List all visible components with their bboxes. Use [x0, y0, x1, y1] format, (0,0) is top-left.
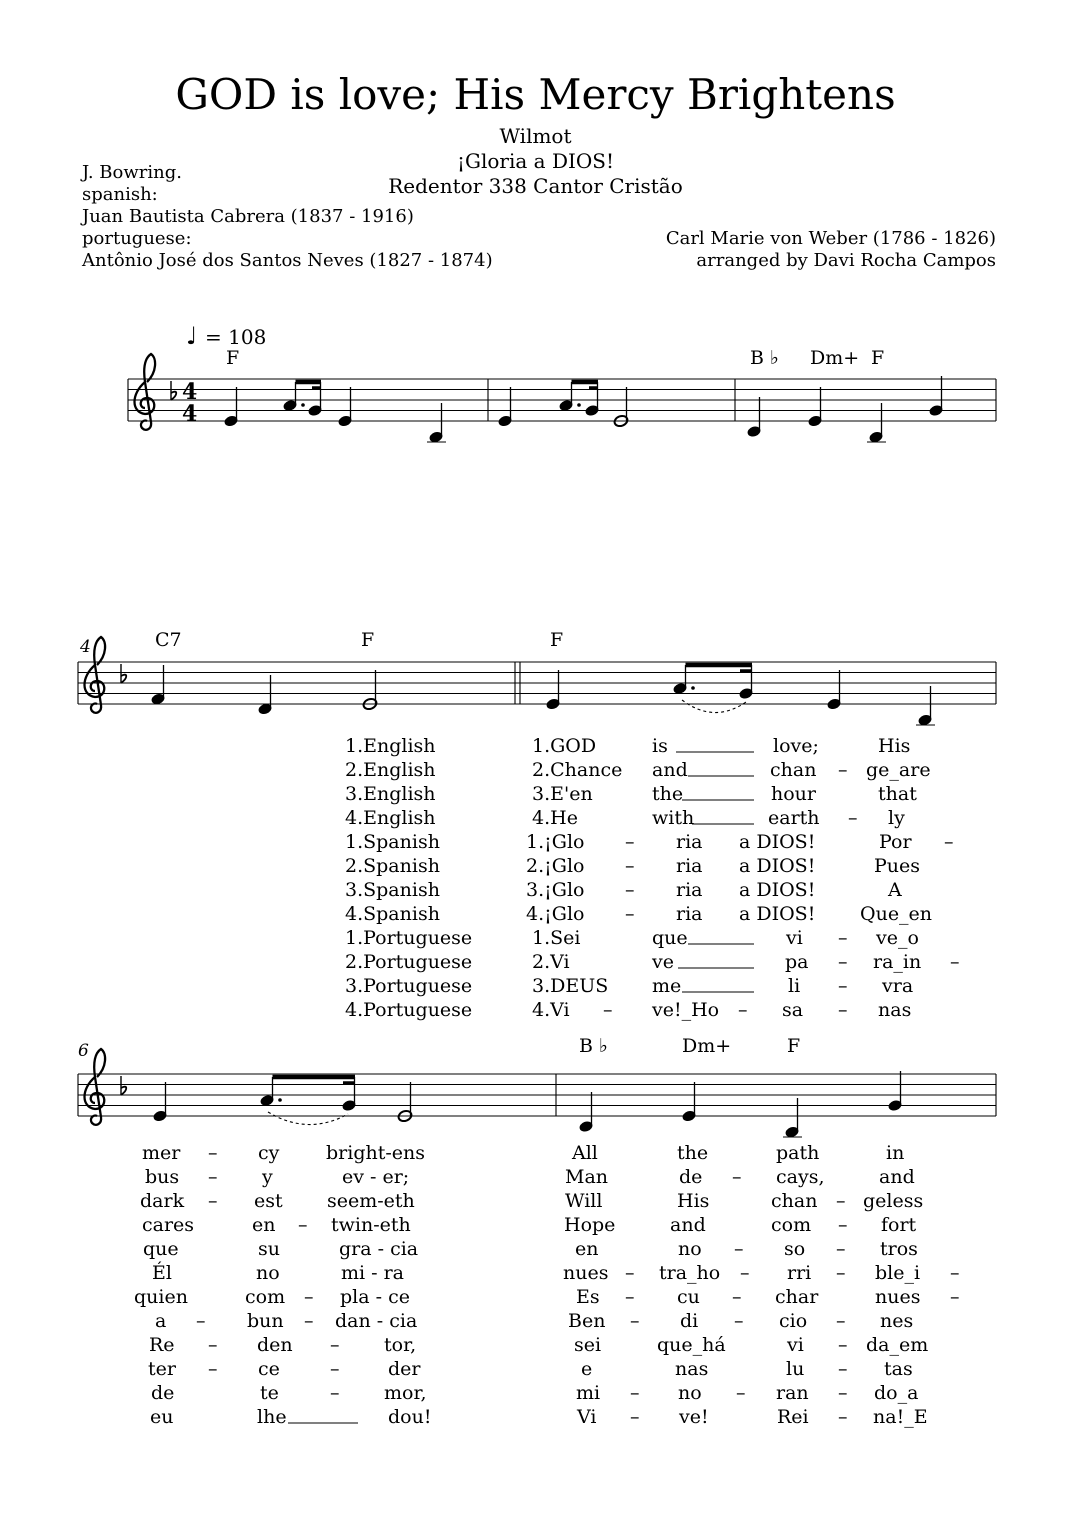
lyric-syllable: vi: [786, 927, 803, 949]
svg-text:–: –: [630, 1382, 640, 1404]
lyric-syllable: pa: [785, 951, 809, 973]
lyric-syllable: dark: [140, 1190, 185, 1212]
lyrics-measure-5: [526, 735, 960, 1021]
lyric-syllable: sa: [782, 999, 804, 1021]
lyric-syllable: Hope: [564, 1214, 616, 1236]
svg-text:–: –: [838, 975, 848, 997]
lyric-syllable: chan: [770, 759, 817, 781]
lyric-syllable: chan: [771, 1190, 818, 1212]
lyric-syllable: lhe: [257, 1406, 287, 1428]
poet-line: spanish:: [82, 184, 158, 205]
lyric-syllable: cu: [677, 1286, 700, 1308]
svg-text:–: –: [838, 759, 848, 781]
lyric-syllable: and: [670, 1214, 706, 1236]
lyric-syllable: Rei: [777, 1406, 809, 1428]
lyric-syllable: li: [788, 975, 801, 997]
chord-symbol: C7: [155, 629, 182, 651]
lyric-syllable: Es: [576, 1286, 600, 1308]
measure-number: 4: [80, 637, 91, 657]
poet-line: Juan Bautista Cabrera (1837 - 1916): [82, 206, 414, 227]
lyric-syllable: nes: [880, 1310, 914, 1332]
svg-text:–: –: [838, 1406, 848, 1428]
chord-symbol: Dm+: [810, 347, 860, 369]
page-title: GOD is love; His Mercy Brightens: [175, 70, 896, 119]
lyric-syllable: su: [258, 1238, 280, 1260]
lyric-syllable: lu: [786, 1358, 805, 1380]
lyric-syllable: te: [260, 1382, 279, 1404]
svg-text:–: –: [732, 1286, 742, 1308]
lyric-syllable: Él: [152, 1262, 172, 1284]
staff-system-1: [128, 322, 996, 444]
lyric-syllable: ra_in: [873, 951, 922, 973]
lyric-syllable: geless: [863, 1190, 924, 1212]
svg-text:–: –: [736, 1382, 746, 1404]
lyric-syllable: nues: [563, 1262, 609, 1284]
lyric-syllable: 4.¡Glo: [526, 903, 585, 925]
lyric-syllable: 4.Vi: [532, 999, 570, 1021]
lyric-syllable: eu: [150, 1406, 174, 1428]
lyric-syllable: so: [784, 1238, 806, 1260]
lyrics-measure-6: [134, 1142, 431, 1428]
svg-text:–: –: [848, 807, 858, 829]
verse-label: 4.Portuguese: [345, 999, 473, 1021]
lyric-syllable: nues: [875, 1286, 921, 1308]
chord-symbol: Dm+: [682, 1035, 732, 1057]
lyric-syllable: cy: [258, 1142, 280, 1164]
lyric-syllable: ce: [258, 1358, 280, 1380]
svg-text:–: –: [740, 1262, 750, 1284]
measure-1: [223, 382, 446, 444]
lyric-syllable: Vi: [577, 1406, 597, 1428]
lyric-syllable: pla - ce: [340, 1286, 410, 1308]
lyric-syllable: est: [254, 1190, 283, 1212]
lyric-syllable: 2.¡Glo: [526, 855, 585, 877]
lyric-syllable: no: [256, 1262, 280, 1284]
lyric-syllable: His: [677, 1190, 710, 1212]
verse-label: 3.Portuguese: [345, 975, 473, 997]
lyric-syllable: di: [680, 1310, 699, 1332]
lyric-syllable: ve_o: [876, 927, 919, 949]
svg-text:–: –: [298, 1214, 308, 1236]
svg-text:–: –: [330, 1382, 340, 1404]
svg-text:–: –: [836, 1238, 846, 1260]
lyric-syllable: and: [879, 1166, 915, 1188]
svg-text:–: –: [838, 1214, 848, 1236]
lyric-syllable: and: [652, 759, 688, 781]
lyric-syllable: tra_ho: [659, 1262, 721, 1284]
tempo-note-icon: ♩: [186, 322, 198, 350]
svg-text:–: –: [330, 1358, 340, 1380]
lyric-syllable: His: [878, 735, 911, 757]
lyric-syllable: 4.He: [532, 807, 578, 829]
lyric-syllable: ve: [652, 951, 674, 973]
lyric-syllable: ve!_Ho: [652, 999, 720, 1021]
lyric-syllable: no: [678, 1238, 702, 1260]
svg-text:–: –: [838, 927, 848, 949]
svg-text:–: –: [950, 1286, 960, 1308]
lyric-syllable: the: [652, 783, 684, 805]
verse-label: 4.English: [345, 807, 436, 829]
lyric-syllable: com: [245, 1286, 286, 1308]
lyric-syllable: that: [878, 783, 917, 805]
lyric-syllable: path: [776, 1142, 820, 1164]
chord-symbol: F: [787, 1035, 801, 1057]
lyric-syllable: ran: [776, 1382, 809, 1404]
svg-text:–: –: [734, 1310, 744, 1332]
lyric-syllable: 2.Chance: [532, 759, 623, 781]
lyric-syllable: quien: [134, 1286, 188, 1308]
verse-label: 1.English: [345, 735, 436, 757]
lyric-syllable: in: [886, 1142, 905, 1164]
verse-labels: [345, 735, 472, 1021]
lyric-syllable: earth: [768, 807, 820, 829]
lyrics-measure-7: [563, 1142, 960, 1428]
tempo-mark: = 108: [205, 325, 267, 349]
lyric-syllable: e: [581, 1358, 593, 1380]
svg-text:–: –: [208, 1334, 218, 1356]
lyric-syllable: a DIOS!: [739, 903, 816, 925]
svg-text:–: –: [836, 1190, 846, 1212]
lyric-syllable: que: [143, 1238, 179, 1260]
lyric-syllable: 1.¡Glo: [526, 831, 585, 853]
svg-text:–: –: [838, 1334, 848, 1356]
lyric-syllable: tros: [880, 1238, 918, 1260]
svg-text:–: –: [625, 879, 635, 901]
lyric-syllable: love;: [773, 735, 819, 757]
lyric-syllable: mor,: [384, 1382, 427, 1404]
lyric-syllable: a DIOS!: [739, 855, 816, 877]
lyric-syllable: 3.E'en: [532, 783, 593, 805]
svg-text:–: –: [734, 1238, 744, 1260]
lyric-syllable: sei: [574, 1334, 602, 1356]
arranger-line: arranged by Davi Rocha Campos: [696, 250, 996, 271]
svg-text:–: –: [944, 831, 954, 853]
svg-text:–: –: [304, 1310, 314, 1332]
svg-text:–: –: [304, 1286, 314, 1308]
lyric-syllable: a DIOS!: [739, 831, 816, 853]
lyric-syllable: nas: [675, 1358, 709, 1380]
measure-5: [545, 665, 935, 727]
lyric-syllable: a DIOS!: [739, 879, 816, 901]
lyric-syllable: vi: [787, 1334, 804, 1356]
lyric-syllable: fort: [881, 1214, 917, 1236]
svg-text:–: –: [630, 1310, 640, 1332]
lyric-syllable: 1.Sei: [532, 927, 581, 949]
lyric-syllable: der: [388, 1358, 421, 1380]
lyric-syllable: cio: [779, 1310, 808, 1332]
verse-label: 2.English: [345, 759, 436, 781]
svg-text:–: –: [625, 1286, 635, 1308]
lyric-syllable: ria: [676, 879, 703, 901]
lyric-syllable: A: [888, 879, 902, 901]
svg-text:–: –: [330, 1334, 340, 1356]
verse-label: 4.Spanish: [345, 903, 440, 925]
verse-label: 1.Spanish: [345, 831, 440, 853]
lyric-syllable: 3.DEUS: [532, 975, 609, 997]
lyric-syllable: the: [677, 1142, 709, 1164]
lyric-syllable: ble_i: [875, 1262, 921, 1284]
lyric-syllable: de: [679, 1166, 703, 1188]
svg-text:–: –: [625, 903, 635, 925]
svg-text:–: –: [603, 999, 613, 1021]
lyric-syllable: en: [252, 1214, 276, 1236]
lyric-syllable: rri: [787, 1262, 812, 1284]
lyric-syllable: y: [262, 1166, 273, 1188]
lyric-syllable: is: [652, 735, 668, 757]
lyric-syllable: tas: [884, 1358, 913, 1380]
lyric-syllable: bright-ens: [326, 1142, 426, 1164]
chord-symbol: F: [871, 347, 885, 369]
lyric-syllable: den: [257, 1334, 293, 1356]
poet-line: J. Bowring.: [82, 162, 182, 183]
lyric-syllable: with: [652, 807, 695, 829]
lyric-syllable: me: [652, 975, 682, 997]
svg-text:–: –: [630, 1406, 640, 1428]
chord-symbol: B ♭: [579, 1035, 608, 1057]
lyric-syllable: cares: [142, 1214, 195, 1236]
subtitle-tune: Wilmot: [499, 124, 572, 148]
svg-text:–: –: [732, 1166, 742, 1188]
chord-symbol: F: [361, 629, 375, 651]
lyric-syllable: na!_E: [873, 1406, 928, 1428]
lyric-syllable: ve!: [679, 1406, 709, 1428]
lyric-syllable: char: [775, 1286, 819, 1308]
svg-text:–: –: [625, 855, 635, 877]
svg-text:–: –: [208, 1190, 218, 1212]
lyric-syllable: Ben: [568, 1310, 606, 1332]
lyric-syllable: dou!: [388, 1406, 432, 1428]
lyric-syllable: Que_en: [860, 903, 933, 925]
subtitle-spanish: ¡Gloria a DIOS!: [456, 149, 615, 173]
lyric-syllable: nas: [878, 999, 912, 1021]
flat-icon: [121, 664, 126, 683]
lyric-syllable: All: [572, 1142, 598, 1164]
verse-label: 3.Spanish: [345, 879, 440, 901]
lyric-syllable: hour: [771, 783, 816, 805]
lyric-syllable: ria: [676, 903, 703, 925]
lyric-syllable: da_em: [866, 1334, 929, 1356]
lyric-syllable: de: [151, 1382, 175, 1404]
svg-text:–: –: [196, 1310, 206, 1332]
svg-text:–: –: [950, 951, 960, 973]
lyric-syllable: Will: [565, 1190, 603, 1212]
lyric-syllable: vra: [882, 975, 914, 997]
lyric-syllable: ria: [676, 831, 703, 853]
lyric-syllable: ria: [676, 855, 703, 877]
svg-text:–: –: [838, 951, 848, 973]
lyric-syllable: a: [155, 1310, 167, 1332]
flat-icon: [171, 381, 176, 400]
svg-text:–: –: [836, 1310, 846, 1332]
treble-clef-icon: [135, 354, 156, 430]
svg-text:–: –: [208, 1166, 218, 1188]
lyric-syllable: ly: [888, 807, 905, 829]
lyric-syllable: bun: [247, 1310, 284, 1332]
time-sig-top: 4: [182, 379, 198, 405]
lyric-syllable: gra - cia: [339, 1238, 419, 1260]
lyric-syllable: Pues: [874, 855, 921, 877]
flat-icon: [121, 1076, 126, 1095]
staff-system-3: [78, 1035, 996, 1139]
lyric-syllable: tor,: [384, 1334, 417, 1356]
lyric-syllable: ter: [148, 1358, 176, 1380]
lyric-syllable: ge_are: [866, 759, 931, 781]
measure-7: [578, 1071, 903, 1139]
svg-text:–: –: [838, 999, 848, 1021]
lyric-syllable: que: [652, 927, 688, 949]
lyric-syllable: com: [771, 1214, 812, 1236]
lyric-syllable: do_a: [874, 1382, 919, 1404]
svg-text:–: –: [950, 1262, 960, 1284]
lyric-syllable: mi: [576, 1382, 601, 1404]
poet-line: portuguese:: [82, 228, 192, 249]
chord-symbol: F: [226, 347, 240, 369]
svg-text:–: –: [208, 1142, 218, 1164]
lyric-syllable: mer: [142, 1142, 181, 1164]
lyric-syllable: cays,: [776, 1166, 825, 1188]
lyric-syllable: en: [575, 1238, 599, 1260]
poet-line: Antônio José dos Santos Neves (1827 - 1874): [82, 250, 493, 271]
lyric-syllable: no: [678, 1382, 702, 1404]
lyric-syllable: 3.¡Glo: [526, 879, 585, 901]
svg-text:–: –: [836, 1262, 846, 1284]
subtitle-hymnal: Redentor 338 Cantor Cristão: [388, 174, 683, 198]
svg-text:–: –: [838, 1358, 848, 1380]
chord-symbol: B ♭: [750, 347, 779, 369]
lyric-syllable: mi - ra: [341, 1262, 405, 1284]
verse-label: 3.English: [345, 783, 436, 805]
time-sig-bottom: 4: [182, 401, 198, 427]
lyric-syllable: que_há: [657, 1334, 726, 1356]
measure-number: 6: [78, 1041, 89, 1061]
lyric-syllable: Por: [879, 831, 912, 853]
lyric-syllable: seem-eth: [327, 1190, 415, 1212]
svg-text:–: –: [625, 831, 635, 853]
svg-text:–: –: [838, 1382, 848, 1404]
lyric-syllable: ev - er;: [342, 1166, 410, 1188]
composer-line: Carl Marie von Weber (1786 - 1826): [665, 228, 996, 249]
lyric-syllable: 1.GOD: [532, 735, 597, 757]
verse-label: 1.Portuguese: [345, 927, 473, 949]
lyric-syllable: Man: [565, 1166, 609, 1188]
lyric-syllable: twin-eth: [331, 1214, 411, 1236]
verse-label: 2.Spanish: [345, 855, 440, 877]
svg-text:–: –: [738, 999, 748, 1021]
lyric-syllable: dan - cia: [335, 1310, 418, 1332]
verse-label: 2.Portuguese: [345, 951, 473, 973]
svg-text:–: –: [625, 1262, 635, 1284]
measure-3: [746, 376, 944, 444]
chord-symbol: F: [550, 629, 564, 651]
lyric-syllable: bus: [145, 1166, 180, 1188]
lyric-syllable: Re: [149, 1334, 175, 1356]
staff-system-2: [78, 629, 996, 727]
svg-text:–: –: [208, 1358, 218, 1380]
lyric-syllable: 2.Vi: [532, 951, 570, 973]
